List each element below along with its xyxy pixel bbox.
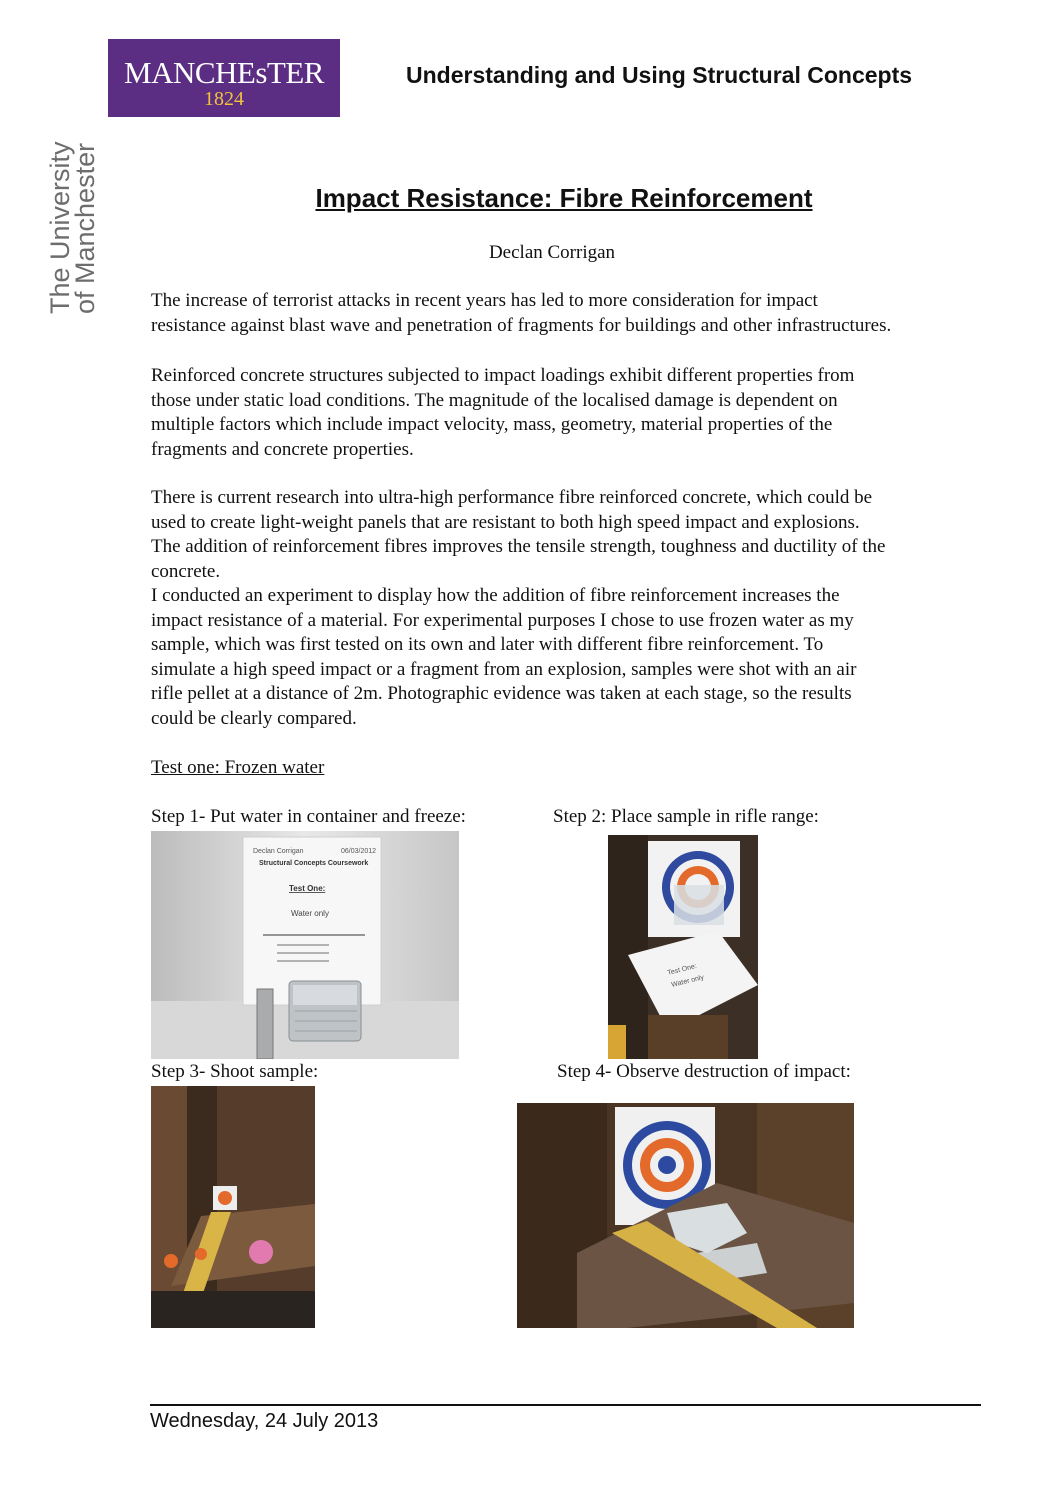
sheet-author: Declan Corrigan [253, 848, 304, 855]
logo-year: 1824 [204, 88, 244, 110]
text-line: There is current research into ultra-high performance fibre reinforced concrete, which could be [151, 487, 873, 508]
logo-name: MANCHEsTER [124, 55, 324, 90]
text-line: Reinforced concrete structures subjected to impact loadings exhibit different properties from [151, 365, 855, 386]
step1-caption: Step 1- Put water in container and freeze: [151, 806, 466, 827]
step2-caption: Step 2: Place sample in rifle range: [553, 806, 819, 827]
sheet2-test: Test One: [666, 962, 698, 977]
text-line: fragments and concrete properties. [151, 438, 414, 460]
footer-date: Wednesday, 24 July 2013 [150, 1410, 379, 1432]
step4-photo [517, 1103, 854, 1328]
text-line: could be clearly compared. [151, 707, 357, 729]
text-line: sample, which was first tested on its own and later with different fibre reinforcement. To [151, 634, 824, 655]
text-line: The addition of reinforcement fibres improves the tensile strength, toughness and ductility of the [151, 536, 886, 557]
text-line: The increase of terrorist attacks in recent years has led to more consideration for impact [151, 290, 818, 311]
sheet-water: Water only [291, 909, 329, 918]
text-line: rifle pellet at a distance of 2m. Photographic evidence was taken at each stage, so the results [151, 683, 852, 704]
sheet2-water: Water only [670, 974, 705, 989]
step3-photo [151, 1086, 315, 1328]
paragraph-impact-loading [151, 364, 991, 462]
paragraph-intro [151, 289, 991, 338]
author-name: Declan Corrigan [488, 242, 616, 263]
sheet-course: Structural Concepts Coursework [259, 860, 369, 867]
wordmark-line1: The University [45, 141, 75, 314]
paragraph-research [151, 486, 991, 731]
wordmark-line2: of Manchester [70, 142, 100, 314]
test-heading: Test one: Frozen water [151, 757, 325, 778]
text-line: I conducted an experiment to display how the addition of fibre reinforcement increases the [151, 585, 840, 606]
university-wordmark [45, 122, 104, 314]
step2-photo [608, 835, 758, 1059]
step1-photo [151, 831, 459, 1059]
step3-caption: Step 3- Shoot sample: [151, 1061, 319, 1082]
text-line: those under static load conditions. The magnitude of the localised damage is dependent on [151, 389, 838, 411]
sheet-test: Test One: [289, 884, 326, 893]
text-line: used to create light-weight panels that are resistant to both high speed impact and explosions. [151, 511, 860, 533]
document-title: Impact Resistance: Fibre Reinforcement [315, 183, 813, 213]
text-line: concrete. [151, 560, 221, 582]
text-line: impact resistance of a material. For experimental purposes I chose to use frozen water as my [151, 609, 854, 631]
header-title: Understanding and Using Structural Concepts [406, 62, 913, 88]
footer-rule [150, 1404, 981, 1406]
university-logo [108, 39, 340, 117]
sheet-date: 06/03/2012 [341, 848, 377, 855]
text-line: resistance against blast wave and penetration of fragments for buildings and other infrastructures. [151, 314, 892, 336]
text-line: multiple factors which include impact velocity, mass, geometry, material properties of the [151, 414, 833, 435]
step4-caption: Step 4- Observe destruction of impact: [557, 1061, 851, 1082]
text-line: simulate a high speed impact or a fragment from an explosion, samples were shot with an air [151, 658, 857, 680]
